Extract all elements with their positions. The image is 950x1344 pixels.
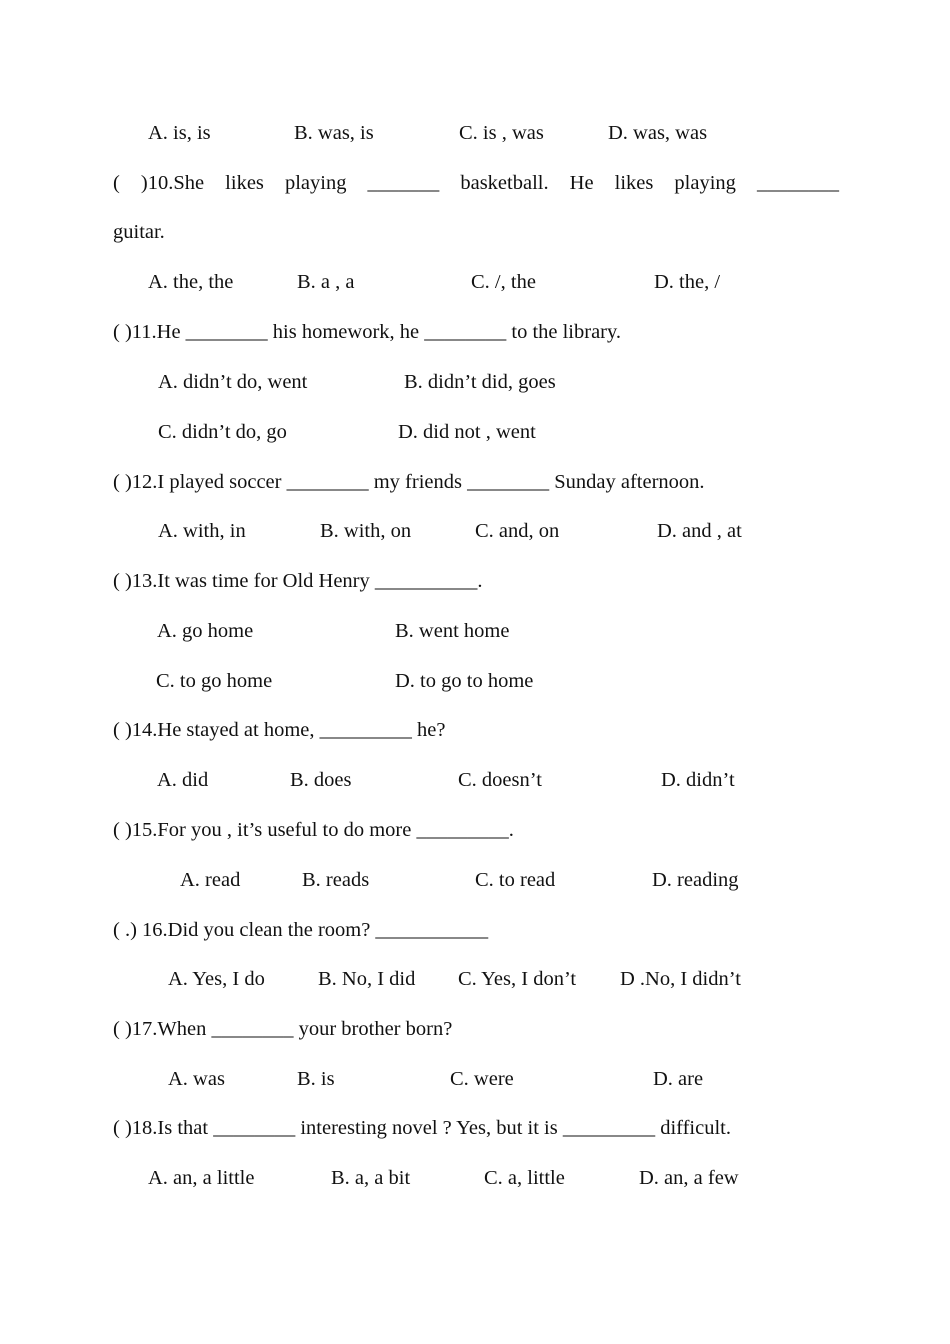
- q15-option-c: C. to read: [475, 869, 556, 891]
- q11-stem: ( )11.He ________ his homework, he ________ to the library.: [113, 321, 622, 343]
- q10-option-d: D. the, /: [654, 271, 721, 293]
- q17-stem: ( )17.When ________ your brother born?: [113, 1018, 453, 1040]
- q11-option-c: C. didn’t do, go: [158, 421, 287, 443]
- q15-option-b: B. reads: [302, 869, 370, 891]
- q11-option-d: D. did not , went: [398, 421, 536, 443]
- q17-option-d: D. are: [653, 1068, 704, 1090]
- q18-option-b: B. a, a bit: [331, 1167, 411, 1189]
- q17-option-a: A. was: [168, 1068, 225, 1090]
- q16-option-c: C. Yes, I don’t: [458, 968, 577, 990]
- q13-option-c: C. to go home: [156, 670, 273, 692]
- q10-stem-continued: guitar.: [113, 221, 165, 243]
- q12-option-b: B. with, on: [320, 520, 412, 542]
- q11-option-b: B. didn’t did, goes: [404, 371, 556, 393]
- q14-option-d: D. didn’t: [661, 769, 735, 791]
- q13-option-d: D. to go to home: [395, 670, 534, 692]
- q18-option-a: A. an, a little: [148, 1167, 255, 1189]
- q10-option-a: A. the, the: [148, 271, 234, 293]
- q14-stem: ( )14.He stayed at home, _________ he?: [113, 719, 446, 741]
- q14-option-a: A. did: [157, 769, 209, 791]
- q17-option-c: C. were: [450, 1068, 514, 1090]
- q15-stem: ( )15.For you , it’s useful to do more _________.: [113, 819, 514, 841]
- q9-option-b: B. was, is: [294, 122, 374, 144]
- q13-option-a: A. go home: [157, 620, 254, 642]
- q17-option-b: B. is: [297, 1068, 335, 1090]
- q12-option-a: A. with, in: [158, 520, 246, 542]
- q15-option-d: D. reading: [652, 869, 739, 891]
- q14-option-c: C. doesn’t: [458, 769, 542, 791]
- q16-option-a: A. Yes, I do: [168, 968, 265, 990]
- q9-option-d: D. was, was: [608, 122, 708, 144]
- q9-option-c: C. is , was: [459, 122, 544, 144]
- q10-option-b: B. a , a: [297, 271, 355, 293]
- q10-stem: ( )10.She likes playing _______ basketball. He likes playing ________: [113, 172, 839, 194]
- q10-option-c: C. /, the: [471, 271, 536, 293]
- q16-option-b: B. No, I did: [318, 968, 416, 990]
- q13-option-b: B. went home: [395, 620, 510, 642]
- q9-option-a: A. is, is: [148, 122, 211, 144]
- q15-option-a: A. read: [180, 869, 241, 891]
- q12-option-d: D. and , at: [657, 520, 742, 542]
- q16-stem: ( .) 16.Did you clean the room? ___________: [113, 919, 489, 941]
- q12-stem: ( )12.I played soccer ________ my friends ________ Sunday afternoon.: [113, 471, 705, 493]
- q11-option-a: A. didn’t do, went: [158, 371, 308, 393]
- q13-stem: ( )13.It was time for Old Henry __________.: [113, 570, 483, 592]
- q16-option-d: D .No, I didn’t: [620, 968, 741, 990]
- q18-option-d: D. an, a few: [639, 1167, 739, 1189]
- q14-option-b: B. does: [290, 769, 352, 791]
- q18-option-c: C. a, little: [484, 1167, 565, 1189]
- q18-stem: ( )18.Is that ________ interesting novel ? Yes, but it is _________ difficult.: [113, 1117, 731, 1139]
- q12-option-c: C. and, on: [475, 520, 560, 542]
